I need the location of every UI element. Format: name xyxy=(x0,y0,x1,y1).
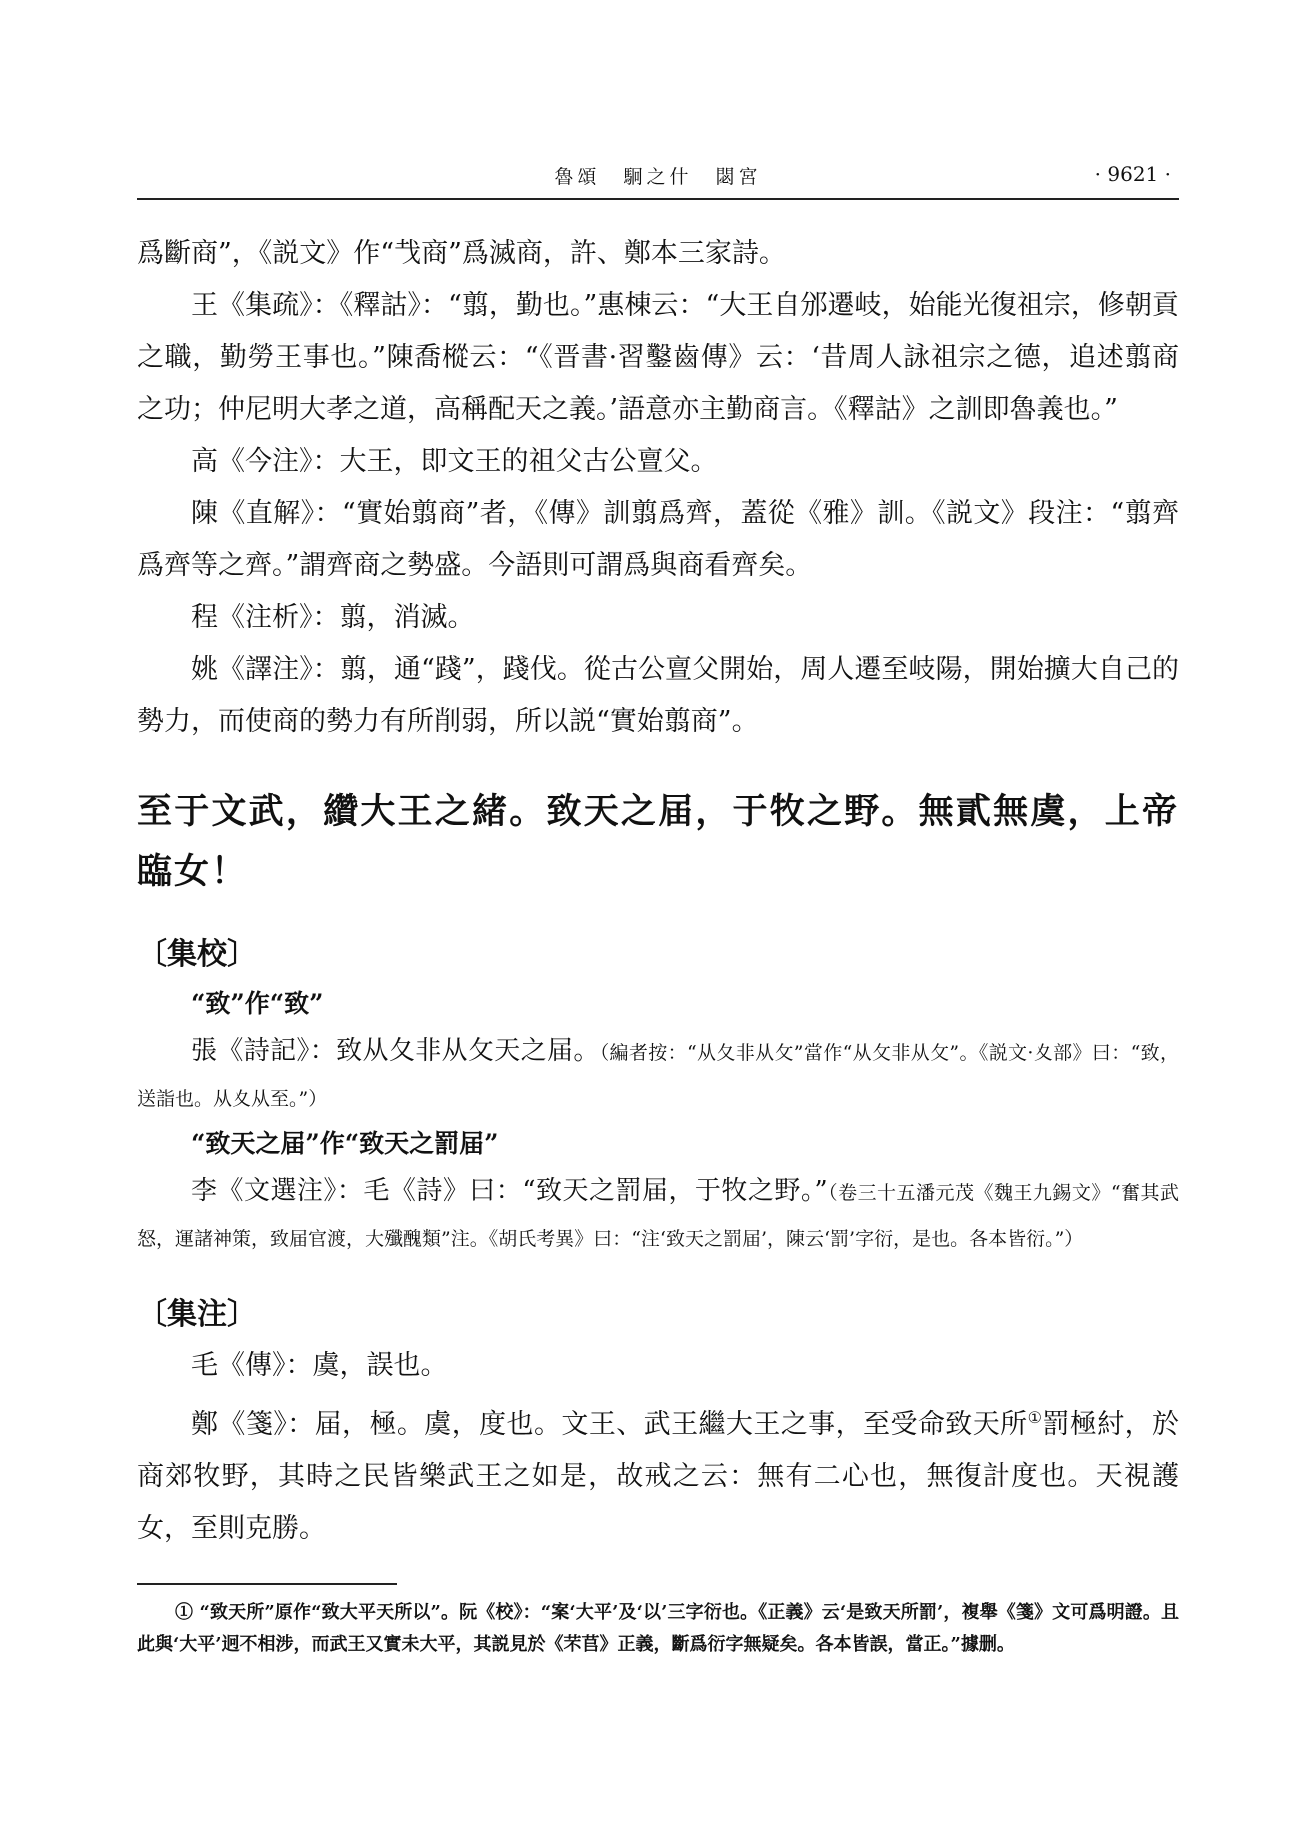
zheng-text-b: 罰極紂，於商郊牧野，其時之民皆樂武王之如是，故戒之云：無有二心也，無復計度也。天視護女，至則克勝。 xyxy=(137,1409,1180,1544)
zhang-main-text: 張《詩記》：致从夂非从攵天之届。 xyxy=(191,1036,600,1066)
paragraph-zhang xyxy=(137,1028,1179,1120)
subheading-zhi: “致”作“致” xyxy=(191,989,324,1018)
verse-text: 至于文武，纘大王之緒。致天之届，于牧之野。無貳無虞，上帝臨女！ xyxy=(137,791,1179,892)
paragraph-li xyxy=(137,1168,1179,1260)
paragraph-zheng xyxy=(137,1392,1179,1555)
subheading-zhitian: “致天之届”作“致天之罰届” xyxy=(191,1129,499,1158)
page-number: · 9621 · xyxy=(1094,162,1171,186)
section-heading-jizhu: 〔集注〕 xyxy=(137,1297,257,1332)
paragraph-gao: 高《今注》：大王，即文王的祖父古公亶父。 xyxy=(191,446,718,477)
paragraph-yao: 姚《譯注》：翦，通“踐”，踐伐。從古公亶父開始，周人遷至岐陽，開始擴大自己的勢力，而使商的勢力有所削弱，所以説“實始翦商”。 xyxy=(137,654,1179,737)
paragraph-chen: 陳《直解》：“實始翦商”者，《傳》訓翦爲齊，蓋從《雅》訓。《説文》段注：“翦齊爲齊等之齊。”謂齊商之勢盛。今語則可謂爲與商看齊矣。 xyxy=(137,498,1179,581)
footnote-marker[interactable]: ① xyxy=(1027,1408,1043,1427)
zhang-editor-note: （編者按：“从夂非从攵”當作“从攵非从攵”。《説文·夊部》曰：“致，送詣也。从夊从至。”） xyxy=(137,1042,1179,1110)
zheng-text-a: 鄭《箋》：届，極。虞，度也。文王、武王繼大王之事，至受命致天所 xyxy=(191,1409,1028,1440)
paragraph-cheng: 程《注析》：翦，消滅。 xyxy=(191,602,475,633)
li-source-note: （卷三十五潘元茂《魏王九錫文》“奮其武怒，運諸神策，致届官渡，大殲醜類”注。《胡氏考異》曰：“注‘致天之罰届’，陳云‘罰’字衍，是也。各本皆衍。”） xyxy=(137,1182,1179,1250)
paragraph-mao: 毛《傳》：虞，誤也。 xyxy=(191,1350,448,1381)
paragraph-wang: 王《集疏》：《釋詁》：“翦，勤也。”惠棟云：“大王自邠遷岐，始能光復祖宗，修朝貢之職，勤勞王事也。”陳喬樅云：“《晋書·習鑿齒傳》云：‘昔周人詠祖宗之德，追述翦商之功；仲尼明大孝之道，高稱配天之義。’語意亦主勤商言。《釋詁》之訓即魯義也。” xyxy=(137,290,1179,425)
li-main-text: 李《文選注》：毛《詩》曰：“致天之罰届，于牧之野。” xyxy=(191,1176,828,1206)
footnote-divider xyxy=(137,1583,397,1585)
section-heading-jijiao: 〔集校〕 xyxy=(137,937,257,972)
running-header xyxy=(137,158,1179,200)
running-title: 魯頌 駉之什 閟宮 xyxy=(554,166,762,188)
footnote: ① “致天所”原作“致大平天所以”。阮《校》：“案‘大平’及‘以’三字衍也。《正義》云‘是致天所罰’，複舉《箋》文可爲明證。且此與‘大平’迥不相涉，而武王又實未大平，其説見於《芣苢》正義，斷爲衍字無疑矣。各本皆誤，當正。”據删。 xyxy=(137,1602,1179,1655)
continuation-line: 爲斷商”，《説文》作“𢦏商”爲滅商，許、鄭本三家詩。 xyxy=(137,238,786,269)
page-body xyxy=(137,228,1179,1661)
